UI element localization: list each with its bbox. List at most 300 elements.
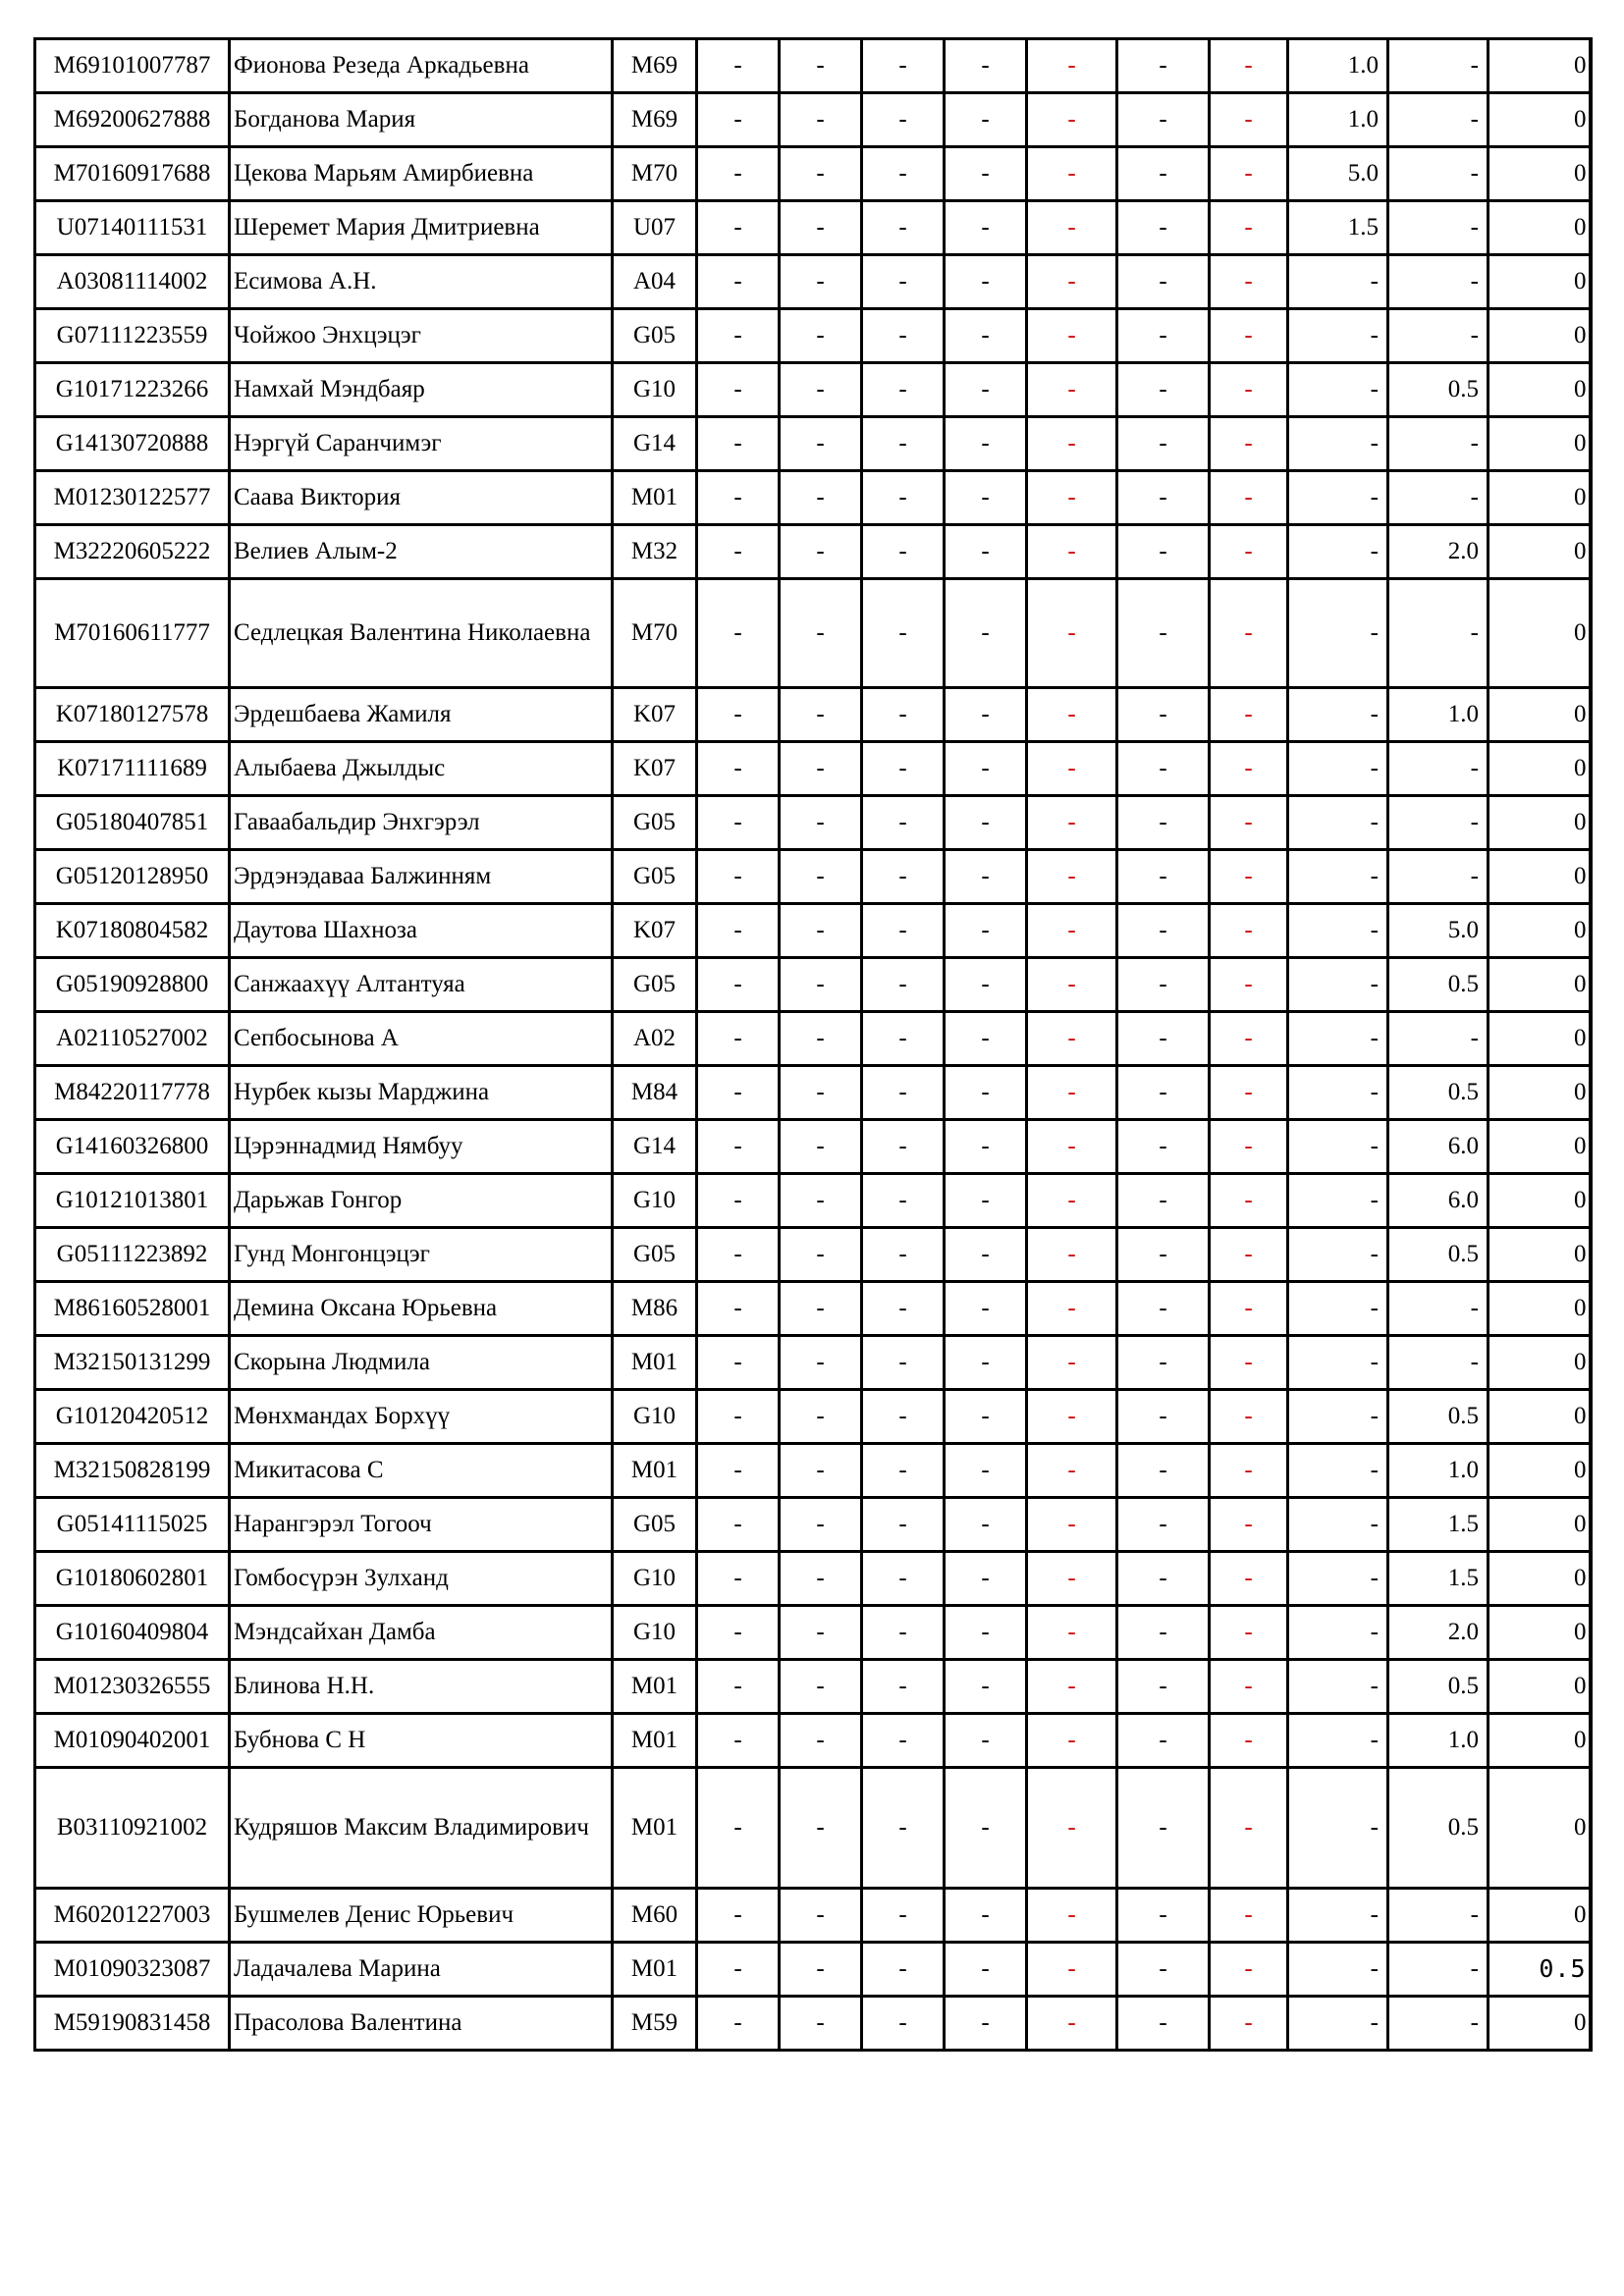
total-cell: 0: [1489, 309, 1591, 363]
value-cell-1: -: [697, 1174, 780, 1228]
value-cell-2: -: [780, 796, 862, 850]
total-cell: 0.5: [1489, 1943, 1591, 1997]
value-cell-7: -: [1210, 201, 1288, 255]
value-cell-1: -: [697, 471, 780, 525]
value-cell-7: -: [1210, 579, 1288, 688]
value-cell-6: -: [1117, 1498, 1210, 1552]
person-name-cell: Кудряшов Максим Владимирович: [230, 1768, 613, 1889]
value-cell-7: -: [1210, 796, 1288, 850]
value-cell-2: -: [780, 1606, 862, 1660]
group-code-cell: M70: [613, 579, 697, 688]
total-cell: 0: [1489, 796, 1591, 850]
value-cell-3: -: [862, 363, 945, 417]
group-code-cell: M70: [613, 147, 697, 201]
record-id-cell: M32220605222: [35, 525, 230, 579]
value-cell-5: -: [1027, 579, 1117, 688]
value-cell-6: -: [1117, 1282, 1210, 1336]
group-code-cell: G05: [613, 1228, 697, 1282]
value-cell-7: -: [1210, 958, 1288, 1012]
table-row: [35, 255, 1591, 309]
table-row: [35, 1498, 1591, 1552]
value-cell-7: -: [1210, 1012, 1288, 1066]
value-cell-3: -: [862, 1943, 945, 1997]
value-cell-2: -: [780, 1390, 862, 1444]
total-cell: 0: [1489, 1336, 1591, 1390]
value-cell-1: -: [697, 1943, 780, 1997]
record-id-cell: G10180602801: [35, 1552, 230, 1606]
record-id-cell: G14160326800: [35, 1120, 230, 1174]
person-name-cell: Дарьжав Гонгор: [230, 1174, 613, 1228]
value-cell-6: -: [1117, 1768, 1210, 1889]
value-cell-7: -: [1210, 1997, 1288, 2051]
total-cell: 0: [1489, 1066, 1591, 1120]
group-code-cell: M01: [613, 1336, 697, 1390]
value-cell-6: -: [1117, 1336, 1210, 1390]
value-cell-1: -: [697, 904, 780, 958]
value-cell-5: -: [1027, 904, 1117, 958]
record-id-cell: M69200627888: [35, 93, 230, 147]
value-cell-3: -: [862, 796, 945, 850]
value-cell-8: -: [1288, 255, 1388, 309]
value-cell-5: -: [1027, 147, 1117, 201]
table-row: [35, 1282, 1591, 1336]
value-cell-2: -: [780, 39, 862, 93]
value-cell-1: -: [697, 201, 780, 255]
value-cell-9: -: [1388, 93, 1489, 147]
value-cell-6: -: [1117, 1552, 1210, 1606]
value-cell-4: -: [945, 579, 1027, 688]
value-cell-2: -: [780, 1174, 862, 1228]
value-cell-6: -: [1117, 958, 1210, 1012]
record-id-cell: M01090402001: [35, 1714, 230, 1768]
value-cell-8: -: [1288, 1336, 1388, 1390]
group-code-cell: M01: [613, 1943, 697, 1997]
value-cell-1: -: [697, 1012, 780, 1066]
person-name-cell: Нарангэрэл Тогооч: [230, 1498, 613, 1552]
value-cell-9: 2.0: [1388, 525, 1489, 579]
value-cell-8: -: [1288, 471, 1388, 525]
records-table: [33, 37, 1593, 2052]
value-cell-2: -: [780, 1943, 862, 1997]
record-id-cell: G10171223266: [35, 363, 230, 417]
value-cell-2: -: [780, 309, 862, 363]
value-cell-1: -: [697, 579, 780, 688]
value-cell-3: -: [862, 525, 945, 579]
value-cell-3: -: [862, 688, 945, 742]
table-row: [35, 471, 1591, 525]
total-cell: 0: [1489, 1444, 1591, 1498]
value-cell-3: -: [862, 201, 945, 255]
value-cell-5: -: [1027, 363, 1117, 417]
value-cell-2: -: [780, 1498, 862, 1552]
value-cell-5: -: [1027, 1066, 1117, 1120]
value-cell-9: 2.0: [1388, 1606, 1489, 1660]
value-cell-3: -: [862, 579, 945, 688]
value-cell-4: -: [945, 471, 1027, 525]
group-code-cell: M01: [613, 1714, 697, 1768]
value-cell-4: -: [945, 1660, 1027, 1714]
total-cell: 0: [1489, 363, 1591, 417]
value-cell-4: -: [945, 363, 1027, 417]
value-cell-7: -: [1210, 309, 1288, 363]
value-cell-9: 1.5: [1388, 1498, 1489, 1552]
value-cell-2: -: [780, 1444, 862, 1498]
value-cell-5: -: [1027, 39, 1117, 93]
person-name-cell: Фионова Резеда Аркадьевна: [230, 39, 613, 93]
record-id-cell: B03110921002: [35, 1768, 230, 1889]
value-cell-7: -: [1210, 39, 1288, 93]
value-cell-3: -: [862, 1390, 945, 1444]
person-name-cell: Есимова А.Н.: [230, 255, 613, 309]
record-id-cell: G07111223559: [35, 309, 230, 363]
person-name-cell: Алыбаева Джылдыс: [230, 742, 613, 796]
group-code-cell: G10: [613, 1390, 697, 1444]
value-cell-4: -: [945, 201, 1027, 255]
total-cell: 0: [1489, 850, 1591, 904]
value-cell-8: -: [1288, 1282, 1388, 1336]
record-id-cell: G10121013801: [35, 1174, 230, 1228]
value-cell-3: -: [862, 1660, 945, 1714]
value-cell-9: 1.5: [1388, 1552, 1489, 1606]
value-cell-5: -: [1027, 1552, 1117, 1606]
table-row: [35, 1390, 1591, 1444]
total-cell: 0: [1489, 1997, 1591, 2051]
value-cell-9: -: [1388, 309, 1489, 363]
value-cell-1: -: [697, 1768, 780, 1889]
total-cell: 0: [1489, 1552, 1591, 1606]
value-cell-8: -: [1288, 1390, 1388, 1444]
person-name-cell: Цэрэннадмид Нямбуу: [230, 1120, 613, 1174]
total-cell: 0: [1489, 525, 1591, 579]
person-name-cell: Санжаахүү Алтантуяа: [230, 958, 613, 1012]
value-cell-7: -: [1210, 688, 1288, 742]
person-name-cell: Намхай Мэндбаяр: [230, 363, 613, 417]
value-cell-5: -: [1027, 1390, 1117, 1444]
table-row: [35, 1768, 1591, 1889]
value-cell-4: -: [945, 1714, 1027, 1768]
value-cell-6: -: [1117, 1390, 1210, 1444]
value-cell-8: -: [1288, 1012, 1388, 1066]
value-cell-1: -: [697, 688, 780, 742]
value-cell-9: 0.5: [1388, 1066, 1489, 1120]
group-code-cell: G10: [613, 1174, 697, 1228]
value-cell-7: -: [1210, 904, 1288, 958]
value-cell-6: -: [1117, 309, 1210, 363]
value-cell-9: -: [1388, 1282, 1489, 1336]
value-cell-3: -: [862, 1174, 945, 1228]
group-code-cell: G14: [613, 1120, 697, 1174]
value-cell-6: -: [1117, 1228, 1210, 1282]
value-cell-6: -: [1117, 1066, 1210, 1120]
group-code-cell: U07: [613, 201, 697, 255]
value-cell-8: -: [1288, 1997, 1388, 2051]
value-cell-4: -: [945, 958, 1027, 1012]
value-cell-1: -: [697, 1714, 780, 1768]
total-cell: 0: [1489, 255, 1591, 309]
table-row: [35, 688, 1591, 742]
value-cell-1: -: [697, 39, 780, 93]
person-name-cell: Седлецкая Валентина Николаевна: [230, 579, 613, 688]
record-id-cell: G10120420512: [35, 1390, 230, 1444]
value-cell-3: -: [862, 1336, 945, 1390]
value-cell-4: -: [945, 255, 1027, 309]
value-cell-7: -: [1210, 1066, 1288, 1120]
value-cell-3: -: [862, 417, 945, 471]
total-cell: 0: [1489, 1606, 1591, 1660]
value-cell-8: -: [1288, 958, 1388, 1012]
group-code-cell: M01: [613, 1660, 697, 1714]
value-cell-2: -: [780, 1660, 862, 1714]
table-row: [35, 363, 1591, 417]
table-row: [35, 1174, 1591, 1228]
table-row: [35, 93, 1591, 147]
value-cell-4: -: [945, 1012, 1027, 1066]
group-code-cell: A04: [613, 255, 697, 309]
value-cell-7: -: [1210, 1714, 1288, 1768]
group-code-cell: M60: [613, 1889, 697, 1943]
table-row: [35, 1336, 1591, 1390]
value-cell-6: -: [1117, 742, 1210, 796]
total-cell: 0: [1489, 417, 1591, 471]
person-name-cell: Эрдэнэдаваа Балжинням: [230, 850, 613, 904]
record-id-cell: A03081114002: [35, 255, 230, 309]
table-row: [35, 1552, 1591, 1606]
table-row: [35, 1606, 1591, 1660]
value-cell-2: -: [780, 471, 862, 525]
value-cell-9: 1.0: [1388, 1714, 1489, 1768]
group-code-cell: M69: [613, 93, 697, 147]
group-code-cell: G10: [613, 1552, 697, 1606]
total-cell: 0: [1489, 1228, 1591, 1282]
value-cell-2: -: [780, 850, 862, 904]
value-cell-6: -: [1117, 255, 1210, 309]
person-name-cell: Нурбек кызы Марджина: [230, 1066, 613, 1120]
table-row: [35, 958, 1591, 1012]
value-cell-5: -: [1027, 742, 1117, 796]
value-cell-3: -: [862, 1889, 945, 1943]
value-cell-9: -: [1388, 796, 1489, 850]
table-row: [35, 1714, 1591, 1768]
value-cell-9: -: [1388, 39, 1489, 93]
value-cell-2: -: [780, 1120, 862, 1174]
value-cell-6: -: [1117, 1606, 1210, 1660]
value-cell-1: -: [697, 1444, 780, 1498]
value-cell-5: -: [1027, 1889, 1117, 1943]
value-cell-1: -: [697, 363, 780, 417]
value-cell-7: -: [1210, 255, 1288, 309]
value-cell-5: -: [1027, 93, 1117, 147]
record-id-cell: M32150828199: [35, 1444, 230, 1498]
value-cell-9: 0.5: [1388, 958, 1489, 1012]
value-cell-5: -: [1027, 471, 1117, 525]
record-id-cell: A02110527002: [35, 1012, 230, 1066]
value-cell-4: -: [945, 1282, 1027, 1336]
value-cell-2: -: [780, 1714, 862, 1768]
value-cell-7: -: [1210, 1174, 1288, 1228]
value-cell-7: -: [1210, 1390, 1288, 1444]
value-cell-3: -: [862, 850, 945, 904]
value-cell-8: 5.0: [1288, 147, 1388, 201]
value-cell-7: -: [1210, 471, 1288, 525]
value-cell-4: -: [945, 1943, 1027, 1997]
value-cell-8: -: [1288, 904, 1388, 958]
value-cell-4: -: [945, 1390, 1027, 1444]
person-name-cell: Гаваабальдир Энхгэрэл: [230, 796, 613, 850]
person-name-cell: Мэндсайхан Дамба: [230, 1606, 613, 1660]
value-cell-3: -: [862, 904, 945, 958]
value-cell-1: -: [697, 147, 780, 201]
value-cell-2: -: [780, 1012, 862, 1066]
value-cell-7: -: [1210, 525, 1288, 579]
value-cell-2: -: [780, 742, 862, 796]
value-cell-5: -: [1027, 1444, 1117, 1498]
group-code-cell: K07: [613, 742, 697, 796]
total-cell: 0: [1489, 1660, 1591, 1714]
value-cell-5: -: [1027, 1997, 1117, 2051]
value-cell-5: -: [1027, 1714, 1117, 1768]
value-cell-9: -: [1388, 201, 1489, 255]
value-cell-6: -: [1117, 796, 1210, 850]
value-cell-9: -: [1388, 579, 1489, 688]
total-cell: 0: [1489, 688, 1591, 742]
group-code-cell: M84: [613, 1066, 697, 1120]
value-cell-2: -: [780, 958, 862, 1012]
value-cell-9: -: [1388, 1889, 1489, 1943]
value-cell-8: -: [1288, 1498, 1388, 1552]
group-code-cell: G05: [613, 1498, 697, 1552]
value-cell-3: -: [862, 1498, 945, 1552]
record-id-cell: K07171111689: [35, 742, 230, 796]
person-name-cell: Микитасова С: [230, 1444, 613, 1498]
total-cell: 0: [1489, 1120, 1591, 1174]
record-id-cell: G05141115025: [35, 1498, 230, 1552]
person-name-cell: Нэргүй Саранчимэг: [230, 417, 613, 471]
value-cell-7: -: [1210, 417, 1288, 471]
value-cell-9: 0.5: [1388, 1228, 1489, 1282]
group-code-cell: K07: [613, 904, 697, 958]
value-cell-1: -: [697, 1282, 780, 1336]
value-cell-4: -: [945, 93, 1027, 147]
value-cell-2: -: [780, 1336, 862, 1390]
value-cell-8: -: [1288, 363, 1388, 417]
total-cell: 0: [1489, 1282, 1591, 1336]
value-cell-5: -: [1027, 850, 1117, 904]
table-row: [35, 417, 1591, 471]
value-cell-3: -: [862, 1066, 945, 1120]
total-cell: 0: [1489, 39, 1591, 93]
value-cell-1: -: [697, 1552, 780, 1606]
value-cell-4: -: [945, 1444, 1027, 1498]
value-cell-6: -: [1117, 1012, 1210, 1066]
value-cell-1: -: [697, 796, 780, 850]
value-cell-9: 6.0: [1388, 1174, 1489, 1228]
record-id-cell: M84220117778: [35, 1066, 230, 1120]
person-name-cell: Богданова Мария: [230, 93, 613, 147]
value-cell-8: -: [1288, 1444, 1388, 1498]
table-row: [35, 1943, 1591, 1997]
value-cell-8: 1.0: [1288, 93, 1388, 147]
value-cell-2: -: [780, 201, 862, 255]
value-cell-3: -: [862, 1120, 945, 1174]
value-cell-4: -: [945, 742, 1027, 796]
value-cell-5: -: [1027, 417, 1117, 471]
value-cell-6: -: [1117, 1444, 1210, 1498]
value-cell-9: -: [1388, 850, 1489, 904]
table-row: [35, 742, 1591, 796]
value-cell-2: -: [780, 1768, 862, 1889]
record-id-cell: M60201227003: [35, 1889, 230, 1943]
record-id-cell: M32150131299: [35, 1336, 230, 1390]
value-cell-1: -: [697, 525, 780, 579]
value-cell-8: -: [1288, 579, 1388, 688]
group-code-cell: G05: [613, 796, 697, 850]
table-row: [35, 904, 1591, 958]
value-cell-2: -: [780, 1889, 862, 1943]
record-id-cell: K07180804582: [35, 904, 230, 958]
person-name-cell: Прасолова Валентина: [230, 1997, 613, 2051]
value-cell-4: -: [945, 1889, 1027, 1943]
value-cell-1: -: [697, 1606, 780, 1660]
table-row: [35, 1012, 1591, 1066]
record-id-cell: U07140111531: [35, 201, 230, 255]
person-name-cell: Велиев Алым-2: [230, 525, 613, 579]
table-row: [35, 309, 1591, 363]
group-code-cell: G10: [613, 1606, 697, 1660]
group-code-cell: M01: [613, 1444, 697, 1498]
group-code-cell: M32: [613, 525, 697, 579]
value-cell-8: -: [1288, 1889, 1388, 1943]
value-cell-5: -: [1027, 309, 1117, 363]
value-cell-7: -: [1210, 1336, 1288, 1390]
value-cell-8: 1.5: [1288, 201, 1388, 255]
value-cell-5: -: [1027, 1606, 1117, 1660]
value-cell-1: -: [697, 1997, 780, 2051]
value-cell-7: -: [1210, 742, 1288, 796]
value-cell-6: -: [1117, 904, 1210, 958]
value-cell-4: -: [945, 417, 1027, 471]
value-cell-4: -: [945, 1228, 1027, 1282]
value-cell-3: -: [862, 39, 945, 93]
value-cell-1: -: [697, 958, 780, 1012]
value-cell-2: -: [780, 255, 862, 309]
value-cell-3: -: [862, 1282, 945, 1336]
value-cell-4: -: [945, 147, 1027, 201]
table-row: [35, 1997, 1591, 2051]
value-cell-5: -: [1027, 525, 1117, 579]
total-cell: 0: [1489, 1174, 1591, 1228]
value-cell-8: -: [1288, 309, 1388, 363]
value-cell-1: -: [697, 850, 780, 904]
value-cell-5: -: [1027, 1768, 1117, 1889]
value-cell-7: -: [1210, 850, 1288, 904]
value-cell-9: 1.0: [1388, 1444, 1489, 1498]
value-cell-6: -: [1117, 201, 1210, 255]
value-cell-7: -: [1210, 1444, 1288, 1498]
total-cell: 0: [1489, 904, 1591, 958]
value-cell-7: -: [1210, 1889, 1288, 1943]
record-id-cell: M01230326555: [35, 1660, 230, 1714]
person-name-cell: Эрдешбаева Жамиля: [230, 688, 613, 742]
value-cell-5: -: [1027, 1660, 1117, 1714]
value-cell-3: -: [862, 1552, 945, 1606]
value-cell-9: -: [1388, 147, 1489, 201]
value-cell-5: -: [1027, 1282, 1117, 1336]
value-cell-5: -: [1027, 958, 1117, 1012]
value-cell-9: -: [1388, 742, 1489, 796]
group-code-cell: M01: [613, 471, 697, 525]
value-cell-5: -: [1027, 1943, 1117, 1997]
value-cell-1: -: [697, 1660, 780, 1714]
